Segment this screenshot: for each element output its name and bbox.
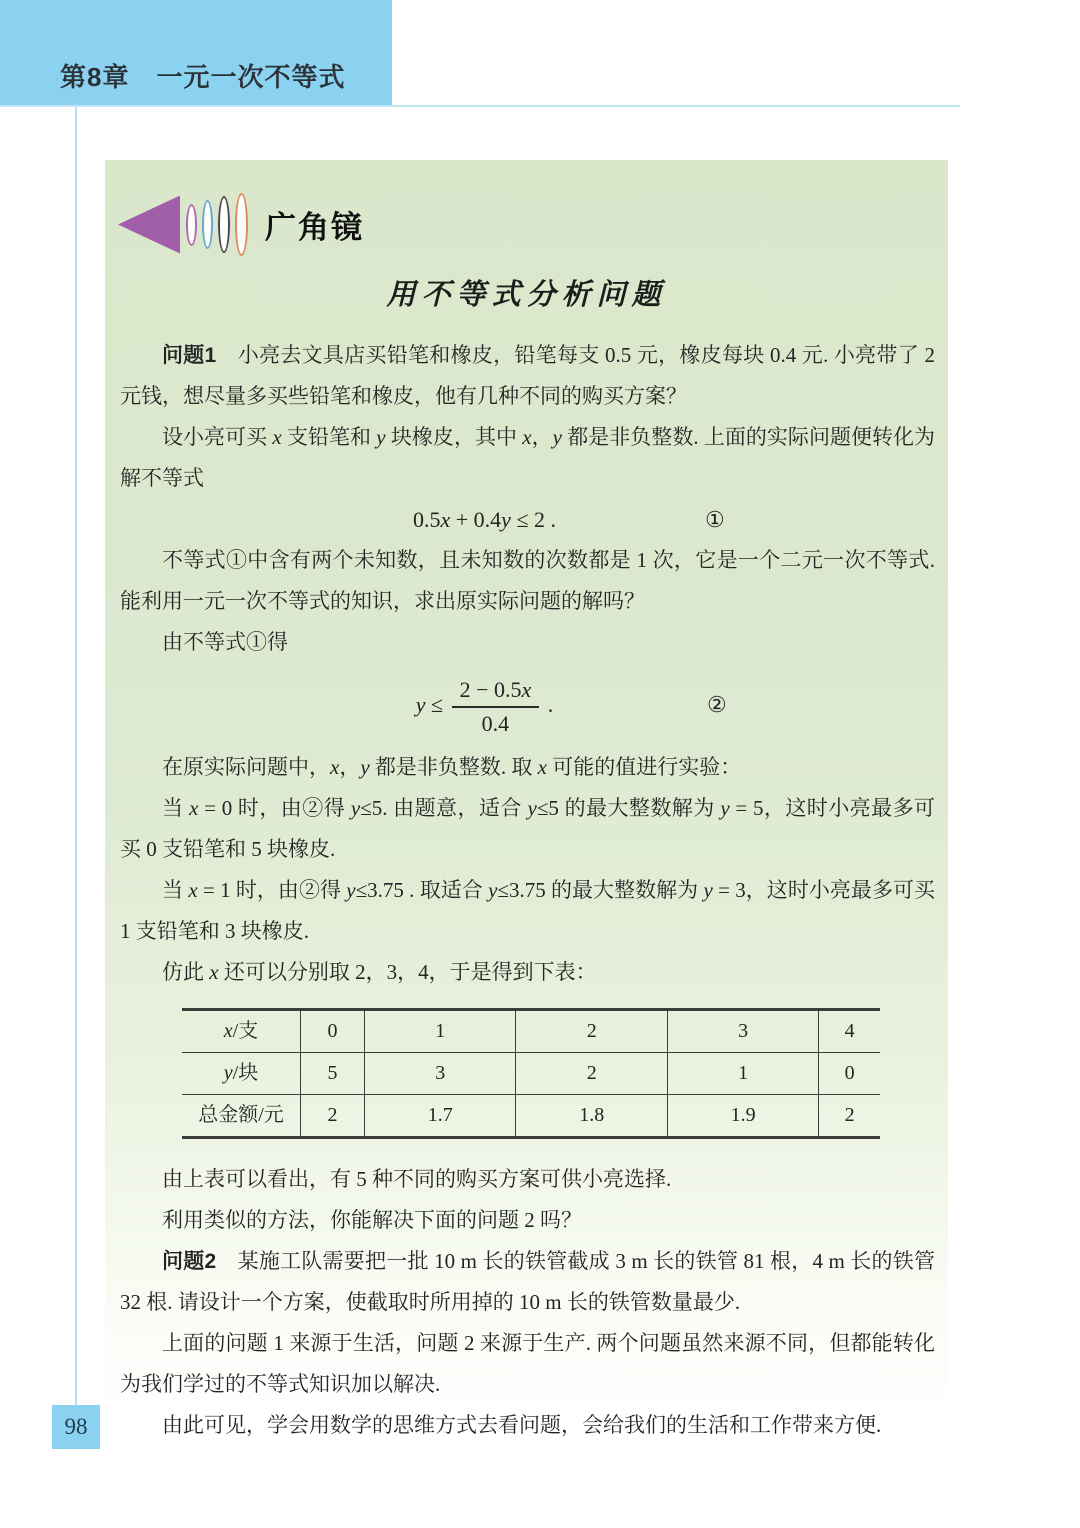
content-panel [105,160,948,1437]
paragraph-case-x1: 当 x = 1 时，由②得 y≤3.75 . 取适合 y≤3.75 的最大整数解为 y = 3，这时小亮最多可买 1 支铅笔和 3 块橡皮. [120,878,936,943]
paragraph-setup: 设小亮可买 x 支铅笔和 y 块橡皮，其中 x，y 都是非负整数. 上面的实际问题便转化为解不等式 [120,425,936,490]
paragraph-case-x0: 当 x = 0 时，由②得 y≤5. 由题意，适合 y≤5 的最大整数解为 y = 5，这时小亮最多可买 0 支铅笔和 5 块橡皮. [120,796,936,861]
lens-ellipse-icon [186,204,197,246]
paragraph-experiment: 在原实际问题中，x，y 都是非负整数. 取 x 可能的值进行实验： [162,755,742,779]
row-header: 总金额/元 [182,1095,301,1138]
formula-2-lhs: y ≤ [415,692,449,717]
table-row [182,1095,880,1138]
table-cell: 3 [667,1010,818,1053]
paragraph-derive: 由不等式①得 [162,630,288,654]
header-rule [0,105,960,107]
formula-2-expression [415,676,554,736]
table-cell: 3 [365,1053,516,1095]
article-title: 用不等式分析问题 [386,279,667,311]
chapter-title: 第8章 一元一次不等式 [60,62,346,92]
solution-table [182,1008,880,1139]
formula-1-expression: 0.5x + 0.4y ≤ 2 . [412,507,557,532]
formula-2-period: . [542,692,554,717]
lens-ellipse-icon [235,193,248,256]
table-cell: 1 [667,1053,818,1095]
paragraph-comparison: 上面的问题 1 来源于生活，问题 2 来源于生产. 两个问题虽然来源不同，但都能转化为我们学过的不等式知识加以解决. [120,1331,935,1396]
table-cell: 4 [819,1010,880,1053]
paragraph-conclusion-table: 由上表可以看出，有 5 种不同的购买方案可供小亮选择. [162,1167,672,1191]
paragraph-transition: 利用类似的方法，你能解决下面的问题 2 吗？ [162,1208,582,1232]
table-cell: 1 [365,1010,516,1053]
paragraph-discussion: 不等式①中含有两个未知数，且未知数的次数都是 1 次，它是一个二元一次不等式. 能利用一元一次不等式的知识，求出原实际问题的解吗？ [120,548,935,613]
lens-ellipse-icon [218,196,230,253]
lens-ellipse-icon [202,200,213,249]
formula-2-number: ② [707,692,727,717]
paragraph-more-cases: 仿此 x 还可以分别取 2，3，4，于是得到下表： [162,960,597,984]
table-row [182,1053,880,1095]
table-cell: 1.7 [365,1095,516,1138]
row-header: x/支 [223,1020,259,1042]
table-cell: 2 [301,1095,365,1138]
paragraph-problem2: 问题2 某施工队需要把一批 10 m 长的铁管截成 3 m 长的铁管 81 根，4 m 长的铁管 32 根. 请设计一个方案，使截取时所用掉的 10 m 长的铁管数量最少. [120,1249,935,1314]
table-cell: 2 [516,1053,667,1095]
fraction-denominator: 0.4 [481,710,510,736]
paragraph-problem1: 问题1 小亮去文具店买铅笔和橡皮，铅笔每支 0.5 元，橡皮每块 0.4 元. 小亮带了 2 元钱，想尽量多买些铅笔和橡皮，他有几种不同的购买方案？ [120,343,936,408]
table-cell: 0 [819,1053,880,1095]
table-cell: 5 [301,1053,365,1095]
formula-1 [120,499,935,540]
table-cell: 2 [819,1095,880,1138]
table-row [182,1010,880,1053]
page-number-box [52,1405,100,1449]
formula-1-number: ① [705,507,725,532]
margin-rule [75,107,77,1405]
paragraph-final: 由此可见，学会用数学的思维方式去看问题，会给我们的生活和工作带来方便. [162,1413,882,1437]
table-cell: 1.8 [516,1095,667,1138]
fraction-numerator: 2 − 0.5x [452,677,540,708]
table-cell: 2 [516,1010,667,1053]
table-cell: 1.9 [667,1095,818,1138]
page-number: 98 [64,1414,88,1439]
chapter-header [0,0,392,106]
formula-2 [120,663,935,747]
section-banner [118,193,364,256]
table-cell: 0 [301,1010,365,1053]
row-header: y/块 [182,1053,301,1095]
article-body [120,335,935,1446]
triangle-icon [118,196,180,254]
banner-title: 广角镜 [265,210,364,245]
fraction [452,677,540,738]
